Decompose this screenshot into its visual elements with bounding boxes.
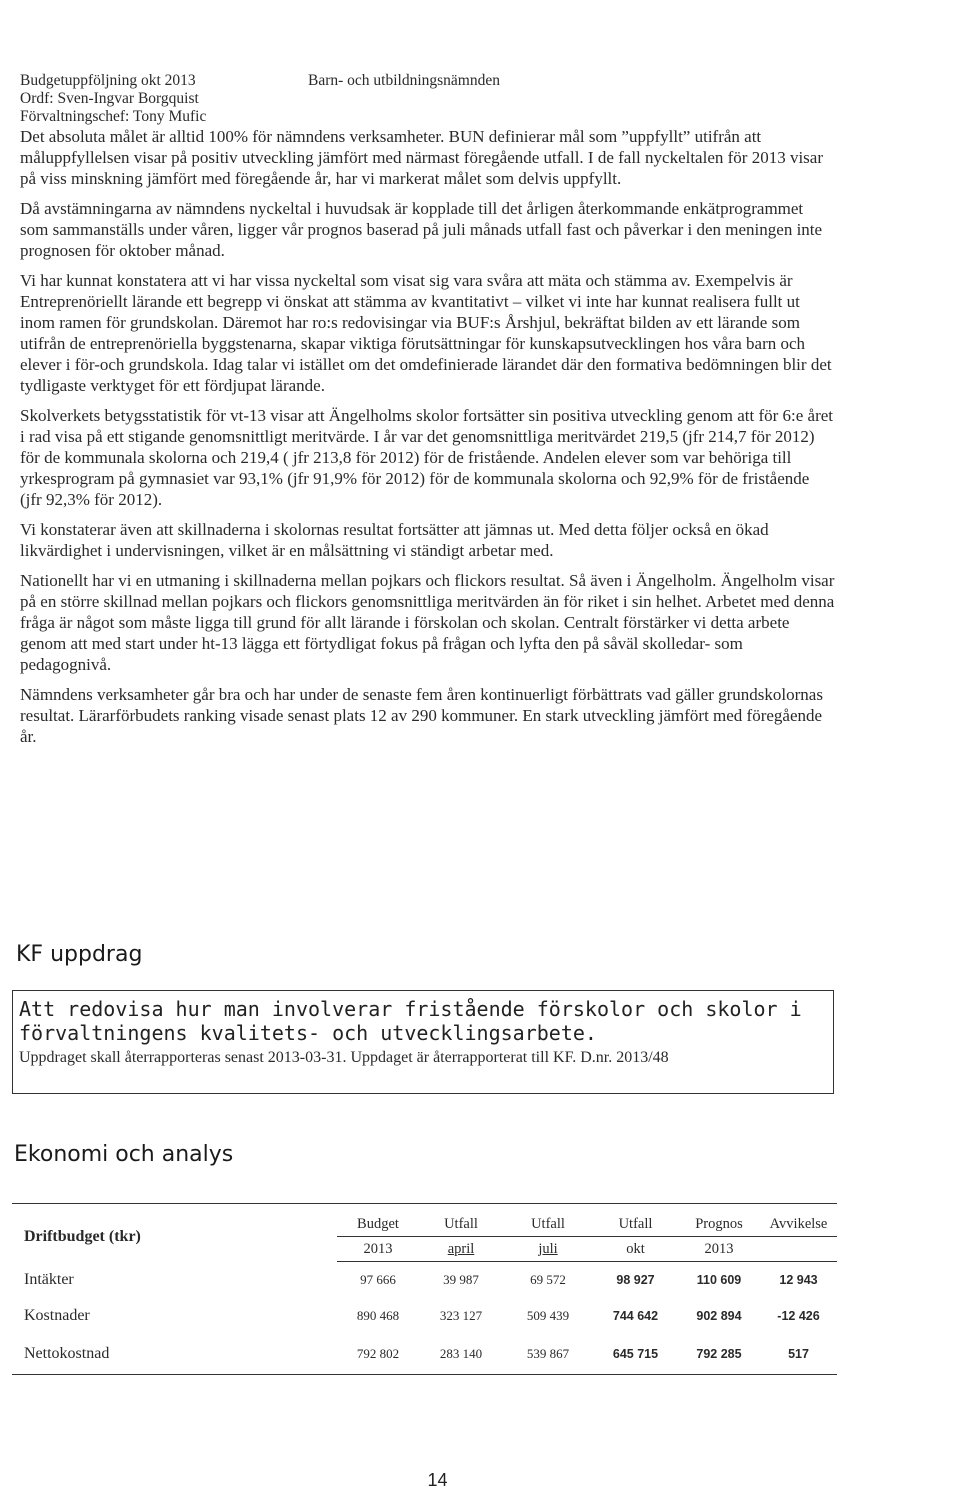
row-label: Intäkter [24,1270,74,1288]
table-cell: 792 285 [696,1347,742,1361]
paragraph: Vi konstaterar även att skillnaderna i skolornas resultat fortsätter att jämnas ut. Med detta följer också en ökad likvärdighet i undervisningen, vilket är en målsättning vi ständigt arbetar med. [20,520,769,560]
header-committee: Barn- och utbildningsnämnden [308,72,500,89]
table-cell: 744 642 [612,1309,659,1323]
table-header-label: Driftbudget (tkr) [24,1227,141,1245]
table-cell: 110 609 [696,1273,742,1287]
document-header [20,72,500,126]
column-subheader [760,1237,837,1262]
paragraph: Nationellt har vi en utmaning i skillnaderna mellan pojkars och flickors resultat. Så även i Ängelholm. Ängelholm visar på en större skillnad mellan pojkars och flickors genomsnittliga meritvärden än för riket i sin helhet. Arbetet med denna fråga är något som måste ligga till grund för allt lärande i förskolan och skolan. Centralt förstärker vi detta arbete genom att med start under ht-13 lägga ett förtydligat fokus på frågan och lyfta den på såväl skolledar- som pedagognivå. [20,571,835,674]
table-cell: 902 894 [696,1309,742,1323]
header-report-title: Budgetuppföljning okt 2013 [20,72,196,89]
table-cell: 645 715 [612,1347,659,1361]
table-cell: 517 [788,1347,809,1361]
paragraph: Då avstämningarna av nämndens nyckeltal i huvudsak är kopplade till det årligen återkommande enkätprogrammet som sammanställs under våren, ligger vår prognos baserad på juli månads utfall fast och påverkar i den meningen inte prognosen för oktober månad. [20,199,823,260]
paragraph: Nämndens verksamheter går bra och har under de senaste fem åren kontinuerligt förbättrats vad gäller grundskolornas resultat. Lärarförbudets ranking visade senast plats 12 av 290 kommuner. En stark utveckling jämfört med föregående år. [20,685,823,746]
paragraph: Skolverkets betygsstatistik för vt-13 visar att Ängelholms skolor fortsätter sin positiva utveckling genom att för 6:e året i rad visa på ett stigande genomsnittligt meritvärde. I år var det genomsnittliga meritvärdet 219,5 (jfr 214,7 för 2012) för de kommunala skolorna och 219,4 ( jfr 213,8 för 2012) för de fristående. Andelen elever som var behöriga till yrkesprogram på gymnasiet var 93,1% (jfr 91,9% för 2012) för de kommunala skolorna och 92,9% för de fristående (jfr 92,3% för 2012). [20,406,834,509]
table-cell: 890 468 [356,1308,400,1323]
kf-assignment-box [12,990,834,1094]
table-cell: 97 666 [360,1272,396,1287]
column-header: Avvikelse [769,1215,828,1232]
table-row [12,1334,837,1375]
column-subheader: april [419,1237,503,1262]
ekonomi-section-title: Ekonomi och analys [14,1142,234,1167]
paragraph: Vi har kunnat konstatera att vi har vissa nyckeltal som visat sig vara svåra att mäta och stämma av. Exempelvis är Entreprenöriellt lärande ett begrepp vi önskat att stämma av kvantitativt – vilket vi inte har kunnat realisera fullt ut inom ramen för grundskolan. Däremot har ro:s redovisingar via BUF:s Årshjul, bekräftat bilden av ett lärande som utifrån de entreprenöriella byggstenarna, skapar viktiga förutsättningar för kunskapsutvecklingen hos våra barn och elever i för-och grundskola. Idag talar vi istället om det omdefinierade lärandet där den formativa bedömningen blir det tydligaste verktyget för ett fördjupat lärande. [20,271,832,395]
table-cell: -12 426 [777,1309,820,1323]
page-number: 14 [427,1470,448,1490]
table-cell: 509 439 [526,1308,570,1323]
table-row [12,1298,837,1334]
column-subheader: juli [503,1237,593,1262]
kf-section-title: KF uppdrag [16,942,143,967]
table-cell: 283 140 [439,1346,483,1361]
table-cell: 323 127 [439,1308,483,1323]
table-cell: 69 572 [530,1272,566,1287]
column-header: Utfall [618,1215,653,1232]
paragraph: Det absoluta målet är alltid 100% för nämndens verksamheter. BUN definierar mål som ”uppfyllt” utifrån att måluppfyllelsen visar på positiv utveckling jämfört med närmast föregående utfall. I de fall nyckeltalen för 2013 visar på viss minskning jämfört med föregående år, har vi markerat målet som delvis uppfyllt. [20,127,823,188]
table-cell: 539 867 [526,1346,570,1361]
table-cell: 792 802 [356,1346,400,1361]
kf-assignment-text: Att redovisa hur man involverar fristående förskolor och skolor i förvaltningens kvalitets- och utvecklingsarbete. [19,997,802,1045]
kf-assignment-note: Uppdraget skall återrapporteras senast 2013-03-31. Uppdaget är återrapporterat till KF. D.nr. 2013/48 [19,1049,669,1066]
column-header: Budget [357,1215,399,1232]
row-label: Kostnader [24,1307,90,1324]
column-header: Utfall [531,1215,565,1232]
header-director: Förvaltningschef: Tony Mufic [20,108,207,125]
header-chair: Ordf: Sven-Ingvar Borgquist [20,90,199,107]
table-header-row [12,1204,837,1237]
column-subheader: 2013 [337,1237,419,1262]
column-subheader: okt [593,1237,678,1262]
driftbudget-table [12,1203,837,1375]
table-cell: 39 987 [443,1272,479,1287]
body-text [20,126,835,756]
column-subheader: 2013 [678,1237,760,1262]
row-label: Nettokostnad [24,1345,110,1362]
table-cell: 12 943 [779,1273,818,1287]
table-row [12,1262,837,1299]
column-header: Prognos [695,1215,743,1232]
table-cell: 98 927 [616,1273,655,1287]
column-header: Utfall [444,1215,478,1232]
